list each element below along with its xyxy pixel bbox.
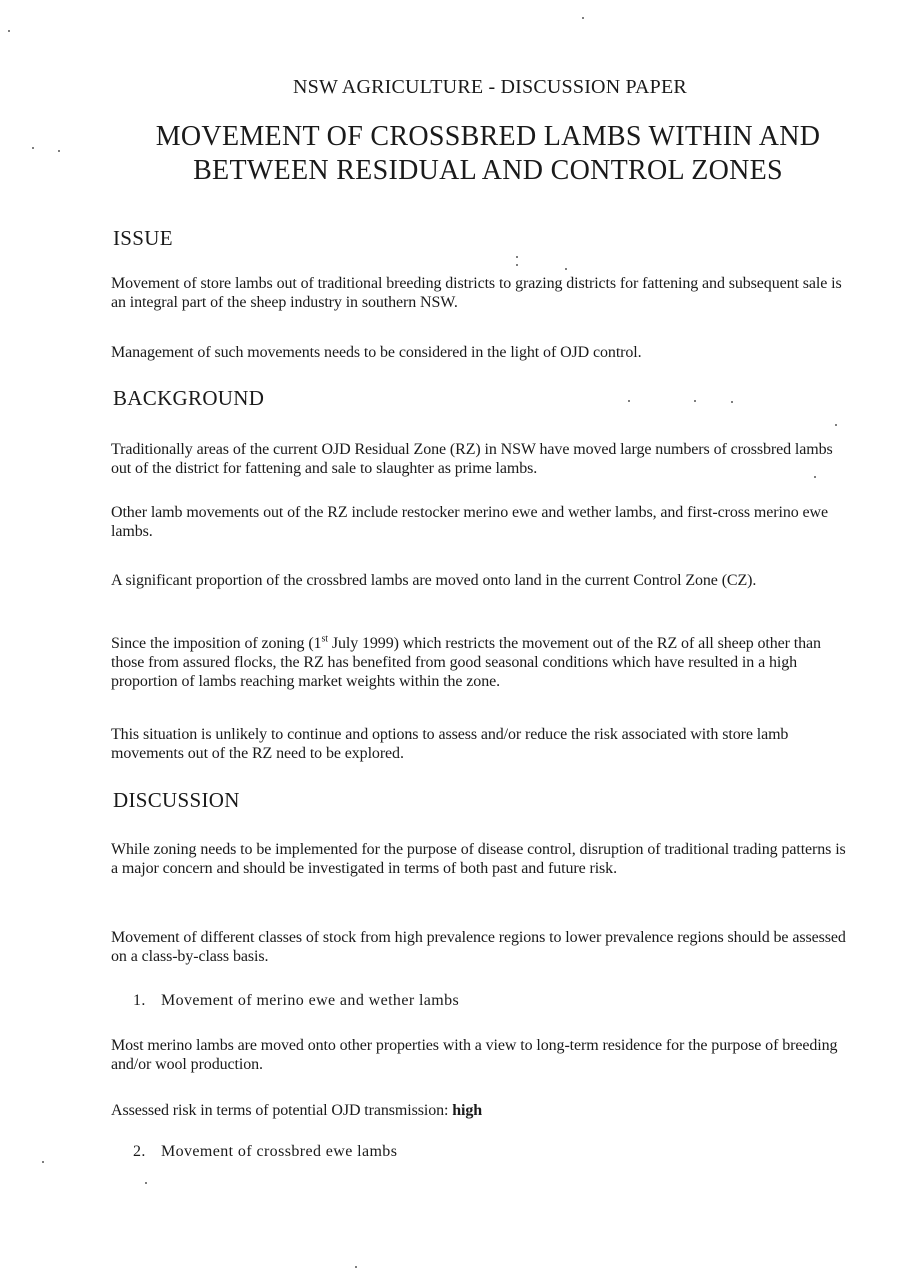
- title-line-2: BETWEEN RESIDUAL AND CONTROL ZONES: [193, 155, 783, 186]
- numbered-item-2-number: 2.: [133, 1143, 146, 1160]
- date-ordinal-suffix: st: [321, 633, 328, 645]
- scan-speck: [814, 476, 816, 478]
- scan-speck: [628, 400, 630, 402]
- numbered-item-2: [133, 1143, 397, 1161]
- scan-speck: [516, 256, 518, 258]
- title-line-1: MOVEMENT OF CROSSBRED LAMBS WITHIN AND: [155, 121, 821, 152]
- scan-speck: [565, 268, 567, 270]
- background-paragraph-4: [111, 634, 856, 691]
- scan-speck: [58, 150, 60, 152]
- scan-speck: [145, 1182, 147, 1184]
- scan-speck: [835, 424, 837, 426]
- scan-speck: [694, 400, 696, 402]
- heading-background: BACKGROUND: [113, 386, 265, 410]
- numbered-item-2-label: Movement of crossbred ewe lambs: [161, 1143, 398, 1160]
- discussion-paragraph-3: Most merino lambs are moved onto other properties with a view to long-term residence for the purpose of breeding and/or wool production.: [111, 1037, 838, 1073]
- background-paragraph-4-start: Since the imposition of zoning (1: [111, 635, 322, 652]
- scan-speck: [731, 401, 733, 403]
- discussion-paragraph-2: Movement of different classes of stock from high prevalence regions to lower prevalence regions should be assessed on a class-by-class basis.: [111, 929, 846, 965]
- risk-assessment-line: [111, 1101, 856, 1120]
- scan-speck: [516, 264, 518, 266]
- risk-value: high: [452, 1102, 483, 1119]
- numbered-item-1: [133, 992, 459, 1010]
- risk-label: Assessed risk in terms of potential OJD transmission:: [111, 1102, 449, 1119]
- scan-speck: [8, 30, 10, 32]
- scan-speck: [42, 1161, 44, 1163]
- issue-paragraph-1: Movement of store lambs out of traditional breeding districts to grazing districts for fattening and subsequent sale is an integral part of the sheep industry in southern NSW.: [111, 275, 842, 311]
- background-paragraph-5: This situation is unlikely to continue and options to assess and/or reduce the risk associated with store lamb movements out of the RZ need to be explored.: [111, 726, 789, 762]
- discussion-paragraph-1: While zoning needs to be implemented for the purpose of disease control, disruption of traditional trading patterns is a major concern and should be investigated in terms of both past and future risk.: [111, 841, 846, 877]
- scan-speck: [582, 17, 584, 19]
- document-title: [0, 120, 900, 188]
- heading-discussion: DISCUSSION: [113, 788, 240, 812]
- scan-speck: [355, 1266, 357, 1268]
- scan-speck: [32, 147, 34, 149]
- background-paragraph-1: Traditionally areas of the current OJD Residual Zone (RZ) in NSW have moved large numbers of crossbred lambs out of the district for fattening and sale to slaughter as prime lambs.: [111, 441, 833, 477]
- heading-issue: ISSUE: [113, 226, 173, 250]
- background-paragraph-4-end: July 1999) which restricts the movement out of the RZ of all sheep other than those from assured flocks, the RZ has benefited from good seasonal conditions which have resulted in a high proportion of lambs reaching market weights within the zone.: [111, 635, 821, 690]
- background-paragraph-3: A significant proportion of the crossbred lambs are moved onto land in the current Control Zone (CZ).: [111, 572, 757, 589]
- numbered-item-1-number: 1.: [133, 992, 146, 1009]
- issue-paragraph-2: Management of such movements needs to be considered in the light of OJD control.: [111, 344, 642, 361]
- numbered-item-1-label: Movement of merino ewe and wether lambs: [161, 992, 460, 1009]
- background-paragraph-2: Other lamb movements out of the RZ include restocker merino ewe and wether lambs, and first-cross merino ewe lambs.: [111, 504, 828, 540]
- document-header: NSW AGRICULTURE - DISCUSSION PAPER: [293, 76, 687, 98]
